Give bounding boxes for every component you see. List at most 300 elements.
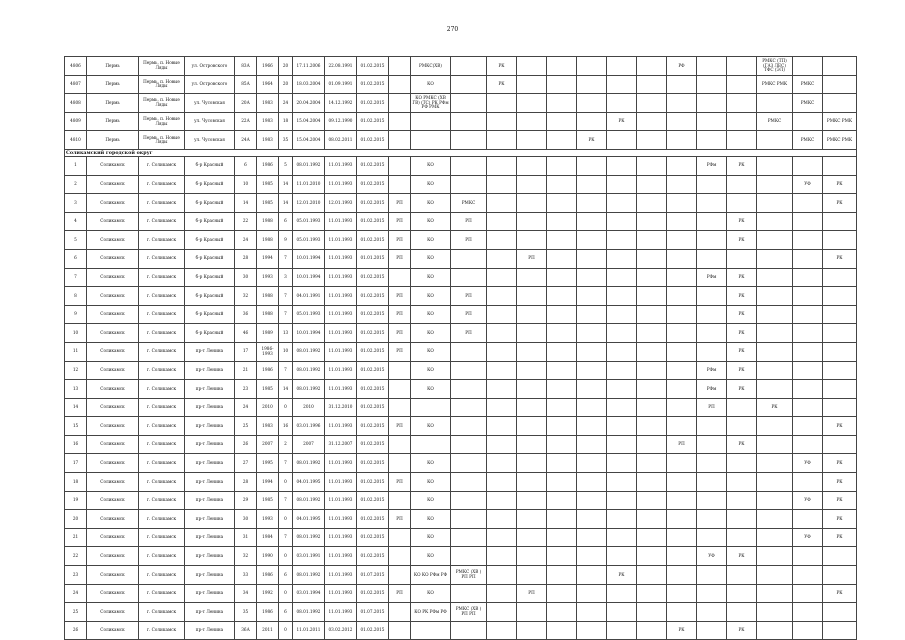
table-cell (577, 112, 607, 131)
table-cell (793, 156, 823, 175)
table-cell (451, 547, 487, 566)
table-cell (727, 454, 757, 473)
table-cell: г. Соликамск (139, 398, 185, 417)
table-row (65, 454, 857, 473)
table-cell: г. Соликамск (139, 603, 185, 622)
table-cell (667, 454, 697, 473)
table-cell (547, 417, 577, 436)
table-cell (637, 491, 667, 510)
table-cell (517, 175, 547, 194)
table-cell (547, 131, 577, 150)
table-cell (667, 94, 697, 113)
table-cell (607, 194, 637, 213)
table-cell: 10.01.1994 (293, 324, 325, 343)
table-cell: ул. Чусовская (185, 112, 235, 131)
table-cell: 11.01.1993 (325, 454, 357, 473)
table-cell (547, 454, 577, 473)
table-cell: 6 (279, 603, 293, 622)
table-cell: Соликамск (87, 194, 139, 213)
table-cell: КО (411, 324, 451, 343)
table-row (65, 57, 857, 76)
table-cell: 32 (235, 547, 257, 566)
table-cell (607, 621, 637, 640)
table-cell (547, 156, 577, 175)
table-cell: КО (411, 361, 451, 380)
table-cell: РП (517, 584, 547, 603)
table-cell: 11.01.1993 (325, 287, 357, 306)
table-cell: 11.01.1993 (325, 361, 357, 380)
table-cell: УФ (793, 491, 823, 510)
table-cell (389, 528, 411, 547)
table-cell (517, 361, 547, 380)
table-cell: б-р Красный (185, 287, 235, 306)
table-cell: 25 (235, 417, 257, 436)
table-cell (667, 212, 697, 231)
table-cell (757, 212, 793, 231)
table-cell: КО (411, 510, 451, 529)
table-cell (757, 305, 793, 324)
table-cell (793, 249, 823, 268)
table-cell (607, 547, 637, 566)
table-cell: УФ (793, 175, 823, 194)
table-cell (577, 547, 607, 566)
table-cell (823, 603, 857, 622)
table-cell (667, 156, 697, 175)
table-cell: 6 (279, 212, 293, 231)
table-cell: б-р Красный (185, 175, 235, 194)
table-cell: РП (451, 324, 487, 343)
table-cell (517, 547, 547, 566)
table-cell: 1988 (257, 231, 279, 250)
table-cell (697, 621, 727, 640)
table-cell (517, 603, 547, 622)
table-cell (607, 342, 637, 361)
table-row (65, 249, 857, 268)
table-cell (487, 454, 517, 473)
table-cell (697, 435, 727, 454)
table-cell (727, 566, 757, 585)
table-cell: 21 (65, 528, 87, 547)
table-cell (697, 305, 727, 324)
table-cell: 1986 (257, 156, 279, 175)
table-cell (727, 249, 757, 268)
table-cell: б-р Красный (185, 249, 235, 268)
table-cell (547, 473, 577, 492)
table-cell (547, 510, 577, 529)
table-cell: 23 (235, 380, 257, 399)
table-cell: Соликамск (87, 287, 139, 306)
table-cell (793, 361, 823, 380)
table-cell: 7 (279, 361, 293, 380)
table-cell (487, 584, 517, 603)
table-cell (637, 287, 667, 306)
table-cell: 36 (235, 305, 257, 324)
table-cell: 27 (235, 454, 257, 473)
table-cell: РМКС (ХВ ) РП РП (451, 603, 487, 622)
table-row (65, 231, 857, 250)
table-row (65, 398, 857, 417)
table-row (65, 75, 857, 94)
table-cell (517, 621, 547, 640)
table-cell (793, 324, 823, 343)
table-cell: РК (757, 398, 793, 417)
table-cell: 01.02.2015 (357, 287, 389, 306)
table-cell (487, 398, 517, 417)
table-cell: 08.02.2011 (325, 131, 357, 150)
table-cell: 7 (279, 287, 293, 306)
table-cell (517, 305, 547, 324)
table-cell (697, 603, 727, 622)
table-cell: Соликамск (87, 510, 139, 529)
table-cell: 19 (65, 491, 87, 510)
table-cell: 01.02.2015 (357, 268, 389, 287)
table-cell (411, 435, 451, 454)
table-cell (487, 417, 517, 436)
table-cell: г. Соликамск (139, 547, 185, 566)
table-cell (577, 287, 607, 306)
table-cell: 10 (235, 175, 257, 194)
table-cell (547, 361, 577, 380)
table-cell: УФ (793, 454, 823, 473)
table-cell (577, 75, 607, 94)
table-cell: г. Соликамск (139, 156, 185, 175)
table-cell: 22 (235, 212, 257, 231)
table-cell: 01.02.2015 (357, 435, 389, 454)
table-cell: Соликамск (87, 528, 139, 547)
table-cell: б-р Красный (185, 194, 235, 213)
table-cell: 01.02.2015 (357, 94, 389, 113)
table-cell (757, 603, 793, 622)
table-cell: 12.01.1993 (325, 194, 357, 213)
table-cell (547, 231, 577, 250)
table-cell (487, 212, 517, 231)
table-cell: Соликамск (87, 212, 139, 231)
table-row (65, 342, 857, 361)
table-cell: 20 (279, 57, 293, 76)
table-cell: 11.01.1993 (325, 510, 357, 529)
table-cell: Соликамск (87, 305, 139, 324)
table-cell (823, 268, 857, 287)
table-cell: 03.01.1991 (293, 547, 325, 566)
table-cell: РК (823, 528, 857, 547)
table-cell: г. Соликамск (139, 473, 185, 492)
table-cell: 01.02.2015 (357, 112, 389, 131)
table-cell: г. Соликамск (139, 510, 185, 529)
table-cell (389, 454, 411, 473)
table-row (65, 94, 857, 113)
table-cell (577, 57, 607, 76)
table-cell (547, 566, 577, 585)
table-cell: пр-т Ленина (185, 566, 235, 585)
table-cell (411, 621, 451, 640)
table-cell (823, 398, 857, 417)
table-cell: 10 (65, 324, 87, 343)
table-cell (389, 603, 411, 622)
table-cell (823, 380, 857, 399)
table-cell: 1 (65, 156, 87, 175)
table-cell (487, 528, 517, 547)
table-cell: г. Соликамск (139, 380, 185, 399)
table-cell: РП (389, 584, 411, 603)
table-cell (637, 175, 667, 194)
table-cell (577, 231, 607, 250)
table-cell: Соликамск (87, 603, 139, 622)
table-cell: 36А (235, 621, 257, 640)
table-cell: 30 (235, 510, 257, 529)
table-cell: РМКС (793, 94, 823, 113)
table-cell: Пермь (87, 131, 139, 150)
table-cell (793, 547, 823, 566)
table-cell (607, 603, 637, 622)
table-cell (757, 268, 793, 287)
table-cell: 9 (279, 231, 293, 250)
table-cell (547, 212, 577, 231)
table-cell: 01.02.2015 (357, 454, 389, 473)
table-cell: Соликамск (87, 249, 139, 268)
table-cell: 01.09.1991 (325, 75, 357, 94)
table-cell: 2011 (257, 621, 279, 640)
table-cell (607, 268, 637, 287)
table-cell (487, 566, 517, 585)
table-cell (607, 156, 637, 175)
table-cell: РК (823, 473, 857, 492)
table-cell: г. Соликамск (139, 435, 185, 454)
table-cell: 14 (235, 194, 257, 213)
table-cell: РК (823, 510, 857, 529)
table-cell (517, 417, 547, 436)
table-cell (637, 510, 667, 529)
table-row (65, 112, 857, 131)
table-cell (667, 75, 697, 94)
table-cell: 1986 (257, 603, 279, 622)
table-cell (727, 603, 757, 622)
table-cell (637, 417, 667, 436)
table-cell: 6 (235, 156, 257, 175)
table-cell (451, 75, 487, 94)
table-cell: ул. Чусовская (185, 94, 235, 113)
table-cell: РК (577, 131, 607, 150)
table-cell (451, 131, 487, 150)
table-cell (697, 528, 727, 547)
table-cell (793, 473, 823, 492)
table-cell (757, 94, 793, 113)
table-cell: РМКС(ХВ) (411, 57, 451, 76)
table-cell (389, 112, 411, 131)
table-cell (823, 231, 857, 250)
table-cell (697, 566, 727, 585)
table-cell: 1994 (257, 473, 279, 492)
table-cell: РМКС РМК (757, 75, 793, 94)
table-cell (823, 212, 857, 231)
table-cell (451, 473, 487, 492)
table-cell: 26 (235, 435, 257, 454)
table-cell: 08.01.1992 (293, 528, 325, 547)
table-cell: 1990 (257, 547, 279, 566)
table-cell (757, 361, 793, 380)
table-cell: РП (451, 231, 487, 250)
table-cell (487, 435, 517, 454)
table-cell: РП (389, 194, 411, 213)
table-cell (547, 175, 577, 194)
table-cell (517, 398, 547, 417)
table-cell (487, 112, 517, 131)
table-cell (757, 194, 793, 213)
table-cell: пр-т Ленина (185, 454, 235, 473)
table-cell (637, 112, 667, 131)
table-cell: КО (411, 380, 451, 399)
table-cell (389, 131, 411, 150)
housing-register-table (64, 56, 857, 640)
table-cell (517, 156, 547, 175)
table-cell (667, 249, 697, 268)
table-cell: 01.02.2015 (357, 398, 389, 417)
table-cell: г. Соликамск (139, 621, 185, 640)
table-cell (451, 112, 487, 131)
table-cell (667, 268, 697, 287)
table-cell: 24 (235, 231, 257, 250)
table-cell (757, 547, 793, 566)
table-cell: 03.01.1994 (293, 584, 325, 603)
page-number: 270 (446, 26, 459, 33)
table-cell (577, 528, 607, 547)
table-cell: 05.01.1993 (293, 212, 325, 231)
table-cell: РК (823, 175, 857, 194)
table-cell: 11.01.1993 (325, 324, 357, 343)
table-cell (667, 528, 697, 547)
table-cell: РП (517, 249, 547, 268)
table-cell: Пермь, п. Новые Ляды (139, 94, 185, 113)
table-cell (577, 621, 607, 640)
table-cell (389, 57, 411, 76)
table-cell (389, 94, 411, 113)
table-row (65, 287, 857, 306)
table-cell (727, 584, 757, 603)
table-cell: РК (667, 621, 697, 640)
table-cell: 4809 (65, 112, 87, 131)
table-cell: Соликамск (87, 566, 139, 585)
table-cell: РП (389, 324, 411, 343)
table-cell: Пермь, п. Новые Ляды (139, 57, 185, 76)
table-cell (637, 212, 667, 231)
table-cell (637, 156, 667, 175)
table-cell: г. Соликамск (139, 324, 185, 343)
table-cell (451, 398, 487, 417)
table-cell: 11.01.1993 (325, 473, 357, 492)
table-cell: 11.01.1993 (325, 566, 357, 585)
table-cell (697, 454, 727, 473)
table-cell (757, 584, 793, 603)
table-cell (487, 342, 517, 361)
table-cell (697, 231, 727, 250)
table-cell: ул. Островского (185, 75, 235, 94)
table-cell (757, 417, 793, 436)
table-row (65, 131, 857, 150)
table-cell: Соликамск (87, 621, 139, 640)
table-cell: РК (823, 584, 857, 603)
table-cell: КО (411, 528, 451, 547)
table-cell: 2 (279, 435, 293, 454)
table-cell (389, 380, 411, 399)
table-cell: РМКС (ХВ ) РП РП (451, 566, 487, 585)
table-body-solikamsk (65, 156, 857, 639)
table-cell (547, 584, 577, 603)
table-row (65, 324, 857, 343)
table-cell (727, 94, 757, 113)
table-row (65, 380, 857, 399)
table-cell (577, 510, 607, 529)
table-cell: РК (727, 342, 757, 361)
table-cell (577, 380, 607, 399)
table-cell (517, 287, 547, 306)
table-cell (793, 417, 823, 436)
table-cell (757, 231, 793, 250)
table-cell: г. Соликамск (139, 175, 185, 194)
table-cell (697, 212, 727, 231)
table-cell (577, 435, 607, 454)
section-title: Соликамский городской округ (65, 149, 857, 156)
table-cell (667, 324, 697, 343)
table-cell (577, 94, 607, 113)
table-cell (487, 175, 517, 194)
table-cell (487, 324, 517, 343)
table-cell (607, 75, 637, 94)
table-cell (697, 473, 727, 492)
table-cell (793, 57, 823, 76)
table-cell (823, 566, 857, 585)
table-cell: 1986 (257, 361, 279, 380)
table-cell (823, 57, 857, 76)
table-row (65, 473, 857, 492)
table-cell: 0 (279, 398, 293, 417)
table-cell: 1984 (257, 528, 279, 547)
table-cell (547, 380, 577, 399)
table-cell (667, 380, 697, 399)
table-cell: КО (411, 212, 451, 231)
table-cell: КО (411, 491, 451, 510)
table-cell: 01.02.2015 (357, 212, 389, 231)
table-cell: Соликамск (87, 454, 139, 473)
table-cell: 01.02.2015 (357, 621, 389, 640)
table-cell (607, 212, 637, 231)
table-cell (577, 268, 607, 287)
table-cell: 01.02.2015 (357, 547, 389, 566)
table-cell: 4810 (65, 131, 87, 150)
table-cell (487, 547, 517, 566)
table-cell: г. Соликамск (139, 417, 185, 436)
table-cell: 13 (279, 324, 293, 343)
table-cell (727, 175, 757, 194)
table-cell: Соликамск (87, 231, 139, 250)
table-cell: 08.01.1992 (293, 603, 325, 622)
table-cell (757, 342, 793, 361)
table-row (65, 621, 857, 640)
table-cell: 16 (65, 435, 87, 454)
table-row (65, 510, 857, 529)
table-cell: 26 (65, 621, 87, 640)
table-cell: РП (389, 287, 411, 306)
table-cell: 8 (65, 287, 87, 306)
table-cell: пр-т Ленина (185, 398, 235, 417)
table-cell: 01.02.2015 (357, 491, 389, 510)
table-cell (697, 131, 727, 150)
table-cell (697, 324, 727, 343)
table-cell (577, 603, 607, 622)
table-cell: 12.01.2010 (293, 194, 325, 213)
table-cell (547, 94, 577, 113)
table-cell (637, 268, 667, 287)
table-cell (793, 380, 823, 399)
table-cell: 18 (279, 112, 293, 131)
